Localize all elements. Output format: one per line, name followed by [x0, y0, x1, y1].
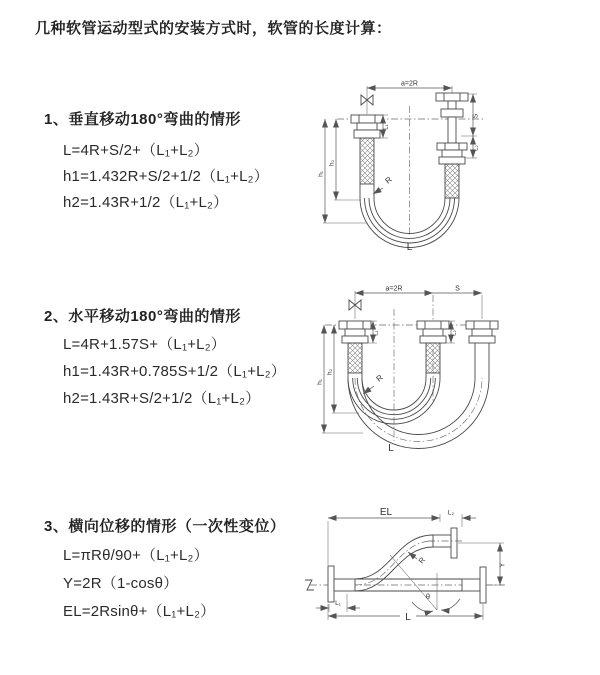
braided-hose-section: [360, 138, 374, 184]
radius-callout: [363, 373, 385, 394]
dimension-l2: [448, 510, 476, 528]
left-pipe-fitting: [351, 115, 383, 198]
dimension-a2r: [367, 81, 452, 89]
section-2-formula-h2: h2=1.43R+S/2+1/2（L₁+L₂）: [63, 390, 261, 407]
section-2-formula-L: L=4R+1.57S+（L₁+L₂）: [63, 336, 226, 353]
radius-label: R: [383, 174, 394, 186]
braided-hose-section: [426, 343, 440, 373]
dim-s-label: S: [472, 113, 480, 119]
section-3-formula-Y: Y=2R（1-cosθ）: [63, 575, 179, 592]
dim-l1-label: L₁: [383, 124, 390, 130]
middle-pipe-fitting: [417, 321, 449, 378]
section-3-heading: 3、横向位移的情形（一次性变位）: [44, 518, 286, 535]
dimension-s: [433, 286, 482, 294]
radius-label: R: [374, 372, 385, 384]
diagram-horizontal-180-bend: [315, 283, 550, 455]
braided-hose-section: [445, 164, 459, 198]
dim-l1-label: L₁: [335, 600, 341, 607]
section-1-formula-L: L=4R+S/2+（L₁+L₂）: [63, 142, 209, 159]
displaced-flange: [428, 528, 463, 558]
diagram-lateral-displacement: [300, 503, 590, 638]
radius-label: R: [416, 555, 428, 566]
dim-l-label: L: [405, 612, 411, 623]
section-3-formula-EL: EL=2Rsinθ+（L₁+L₂）: [63, 603, 216, 620]
dimension-l: [328, 604, 483, 623]
section-2-formula-h1: h1=1.43R+0.785S+1/2（L₁+L₂）: [63, 363, 286, 380]
section-1-heading: 1、垂直移动180°弯曲的情形: [44, 111, 241, 128]
section-1-formula-h2: h2=1.43R+1/2（L₁+L₂）: [63, 194, 229, 211]
left-pipe-fitting: [339, 321, 371, 378]
page-title: 几种软管运动型式的安装方式时，软管的长度计算：: [35, 20, 392, 37]
length-label: L: [388, 443, 394, 454]
dimension-l1: [316, 594, 360, 612]
right-pipe-fitting: [436, 93, 468, 198]
left-flange: [328, 566, 355, 602]
dim-h1-label: h₁: [316, 379, 324, 385]
right-pipe-fitting: [466, 321, 498, 378]
dim-l2-label: L₂: [473, 145, 480, 151]
u-bend-hose-displaced: [348, 378, 489, 449]
dim-l2-label: L₂: [451, 330, 458, 336]
dim-s-label: S: [455, 285, 460, 293]
radius-callout: [408, 552, 427, 565]
dim-h2-label: h₂: [328, 159, 336, 167]
dim-a2r-label: a=2R: [401, 80, 418, 88]
dim-h2-label: h₂: [326, 368, 334, 376]
radius-callout: [373, 175, 394, 194]
dim-l2-label: L₂: [447, 509, 455, 517]
dim-y-label: Y: [499, 562, 507, 568]
dimension-a2r: [355, 286, 433, 294]
section-2-heading: 2、水平移动180°弯曲的情形: [44, 308, 241, 325]
section-3-formula-L: L=πRθ/90+（L₁+L₂）: [63, 547, 209, 564]
length-label: L: [406, 242, 413, 253]
diagram-vertical-180-bend: [315, 78, 540, 255]
angle-theta-label: θ: [425, 592, 431, 601]
braided-hose-section: [348, 343, 362, 373]
section-1-formula-h1: h1=1.432R+S/2+1/2（L₁+L₂）: [63, 168, 269, 185]
dim-el-label: EL: [379, 507, 393, 518]
dim-l1-label: L₁: [373, 330, 380, 336]
dim-a2r-label: a=2R: [385, 285, 403, 293]
dim-h1-label: h₁: [317, 171, 325, 177]
